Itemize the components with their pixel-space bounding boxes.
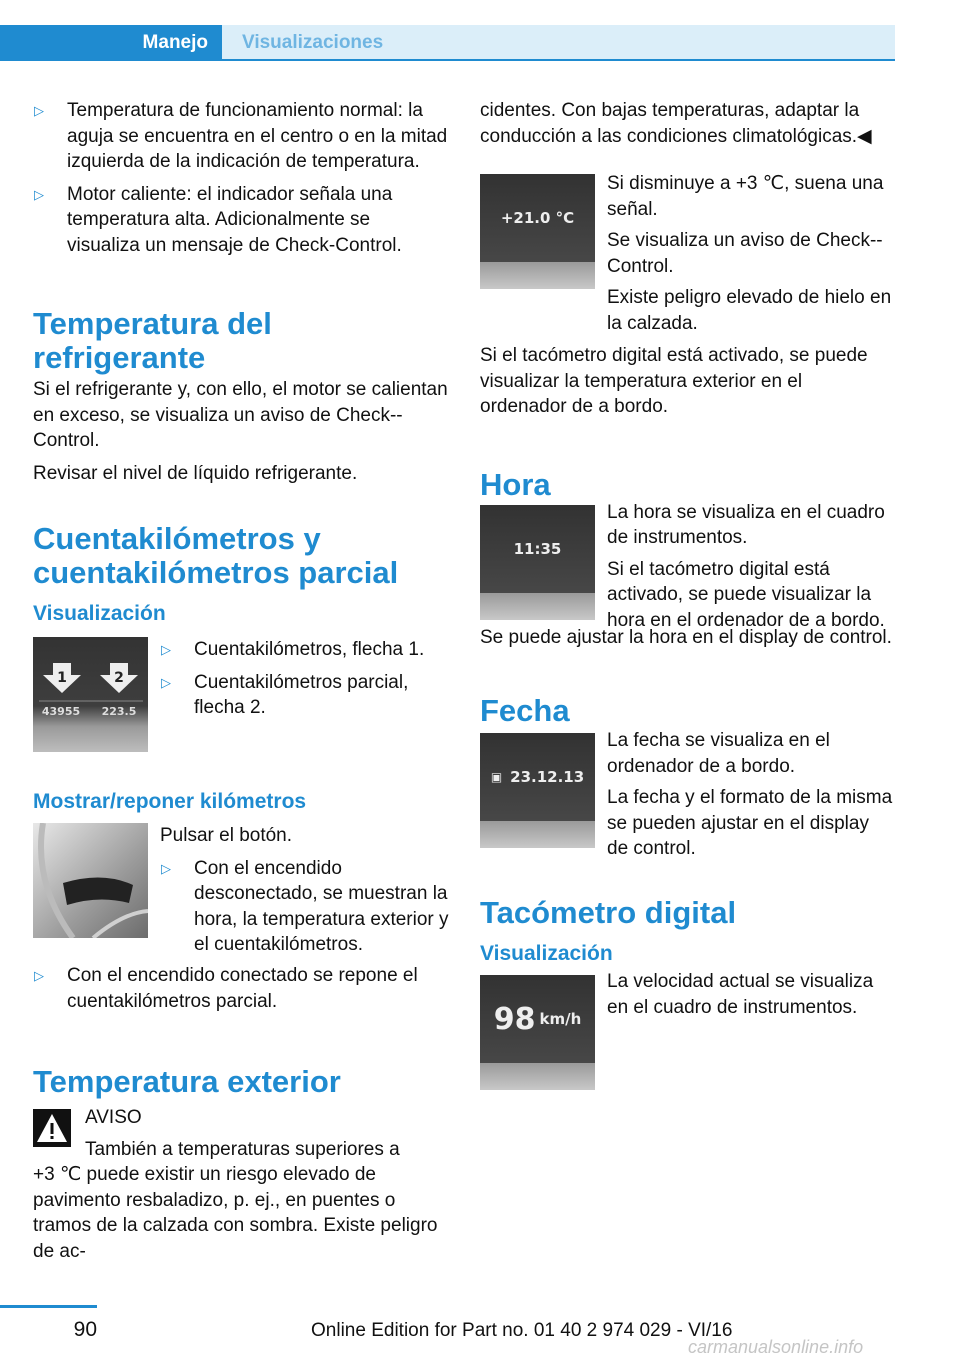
speed-unit: km/h xyxy=(539,1010,582,1028)
speed-display-image xyxy=(480,975,595,1090)
date-display-value: ▣ 23.12.13 xyxy=(480,733,595,821)
trip-value: 223.5 xyxy=(101,705,137,718)
triangle-bullet-icon: ▷ xyxy=(161,860,171,876)
triangle-bullet-icon: ▷ xyxy=(34,186,44,202)
right-column xyxy=(480,98,892,1112)
section-title-odometer: Cuentakilómetros y cuentakilómetros parcial xyxy=(33,521,399,590)
speed-display xyxy=(480,975,595,1063)
triangle-bullet-icon: ▷ xyxy=(34,103,44,118)
calendar-icon: ▣ xyxy=(490,770,503,784)
temp-paragraph-3: Existe peligro elevado de hielo en la calzada. xyxy=(607,287,892,334)
time-display-image xyxy=(480,505,595,620)
section-title-fecha: Fecha xyxy=(480,693,570,728)
temp-paragraph-2: Se visualiza un aviso de Check--Control. xyxy=(607,230,883,277)
page-number: 90 xyxy=(73,1318,97,1341)
odometer-image xyxy=(33,637,148,752)
tacho-paragraph-1: La velocidad actual se visualiza en el cuadro de instrumentos. xyxy=(607,971,874,1018)
watermark: carmanualsonline.info xyxy=(688,1337,864,1357)
date-paragraph-2: La fecha y el formato de la misma se pueden ajustar en el display de control. xyxy=(607,787,893,859)
section-title-hora: Hora xyxy=(480,466,551,502)
date-display-image xyxy=(480,733,595,848)
bullet-text: Cuentakilómetros parcial, flecha 2. xyxy=(194,671,409,718)
edition-text: Online Edition for Part no. 01 40 2 974 029 - VI/16 xyxy=(311,1320,733,1341)
reset-button-image xyxy=(33,823,148,938)
warning-icon xyxy=(33,1109,71,1147)
date-paragraph-1: La fecha se visualiza en el ordenador de a bordo. xyxy=(607,730,830,777)
arrow-1-label: 1 xyxy=(57,670,67,686)
warning-text-1: También a temperaturas superiores a xyxy=(85,1138,400,1160)
outside-temp-continued: cidentes. Con bajas temperaturas, adaptar la conducción a las condiciones climatológicas.◀ xyxy=(480,100,872,147)
reset-button-icon xyxy=(33,823,148,938)
header-rule xyxy=(0,59,895,61)
list-item xyxy=(160,670,448,721)
subsection-title-visualizacion: Visualización xyxy=(33,602,166,625)
temp-paragraph-1: Si disminuye a +3 ℃, suena una señal. xyxy=(607,173,884,220)
tab-visualizaciones: Visualizaciones xyxy=(222,25,895,61)
triangle-bullet-icon: ▷ xyxy=(161,642,171,657)
left-column xyxy=(33,98,448,1264)
subsection-title-visualizacion-2: Visualización xyxy=(480,942,613,965)
list-item xyxy=(33,98,448,175)
bullet-text: Motor caliente: el indicador señala una temperatura alta. Adicionalmente se visualiza un mensaje de Check-Control. xyxy=(67,183,402,256)
tab-manejo: Manejo xyxy=(0,25,222,61)
footer-rule xyxy=(0,1305,97,1308)
coolant-paragraph-2: Revisar el nivel de líquido refrigerante. xyxy=(33,462,358,484)
bullet-text: Cuentakilómetros, flecha 1. xyxy=(194,639,425,660)
list-item xyxy=(160,856,450,958)
section-title-tacometro: Tacómetro digital xyxy=(480,895,737,930)
temp-display-value: +21.0 °C xyxy=(480,174,595,262)
section-title-coolant: Temperatura del refrigerante xyxy=(33,306,272,375)
bullet-text: Temperatura de funcionamiento normal: la aguja se encuentra en el centro o en la mitad izquierda de la indicación de temperatura. xyxy=(67,100,448,172)
subsection-title-reset: Mostrar/reponer kilómetros xyxy=(33,790,307,813)
coolant-paragraph: Si el refrigerante y, con ello, el motor se calientan en exceso, se visualiza un aviso de Check--Control. xyxy=(33,379,448,451)
list-item xyxy=(160,637,448,663)
time-paragraph-3: Se puede ajustar la hora en el display de control. xyxy=(480,626,892,648)
bullet-text: Con el encendido desconectado, se muestran la hora, la temperatura exterior y el cuentakilómetros. xyxy=(194,857,449,955)
time-paragraph-1: La hora se visualiza en el cuadro de instrumentos. xyxy=(607,501,885,548)
bullet-text: Con el encendido conectado se repone el cuentakilómetros parcial. xyxy=(67,965,418,1012)
temp-paragraph-4: Si el tacómetro digital está activado, se puede visualizar la temperatura exterior en el ordenador de a bordo. xyxy=(480,345,868,417)
triangle-bullet-icon: ▷ xyxy=(161,674,171,690)
odometer-value: 43955 xyxy=(41,705,81,718)
list-item xyxy=(33,182,448,259)
speed-value: 98 xyxy=(493,1001,536,1037)
triangle-bullet-icon: ▷ xyxy=(34,968,44,983)
page-header xyxy=(0,25,895,61)
odometer-arrows-icon xyxy=(33,637,148,752)
time-display-value: 11:35 xyxy=(480,505,595,593)
warning-label: AVISO xyxy=(85,1107,142,1128)
section-title-outside-temp: Temperatura exterior xyxy=(33,1064,341,1099)
time-paragraph-2: Si el tacómetro digital está activado, se puede visualizar la hora en el ordenador de a bordo. xyxy=(607,558,885,631)
warning-text-2: +3 ℃ puede existir un riesgo elevado de pavimento resbaladizo, p. ej., en puentes o tramos de la calzada con sombra. Existe peligro de ac- xyxy=(33,1164,438,1262)
reset-intro: Pulsar el botón. xyxy=(160,825,293,846)
arrow-2-label: 2 xyxy=(114,670,124,686)
outside-temp-display-image xyxy=(480,174,595,289)
